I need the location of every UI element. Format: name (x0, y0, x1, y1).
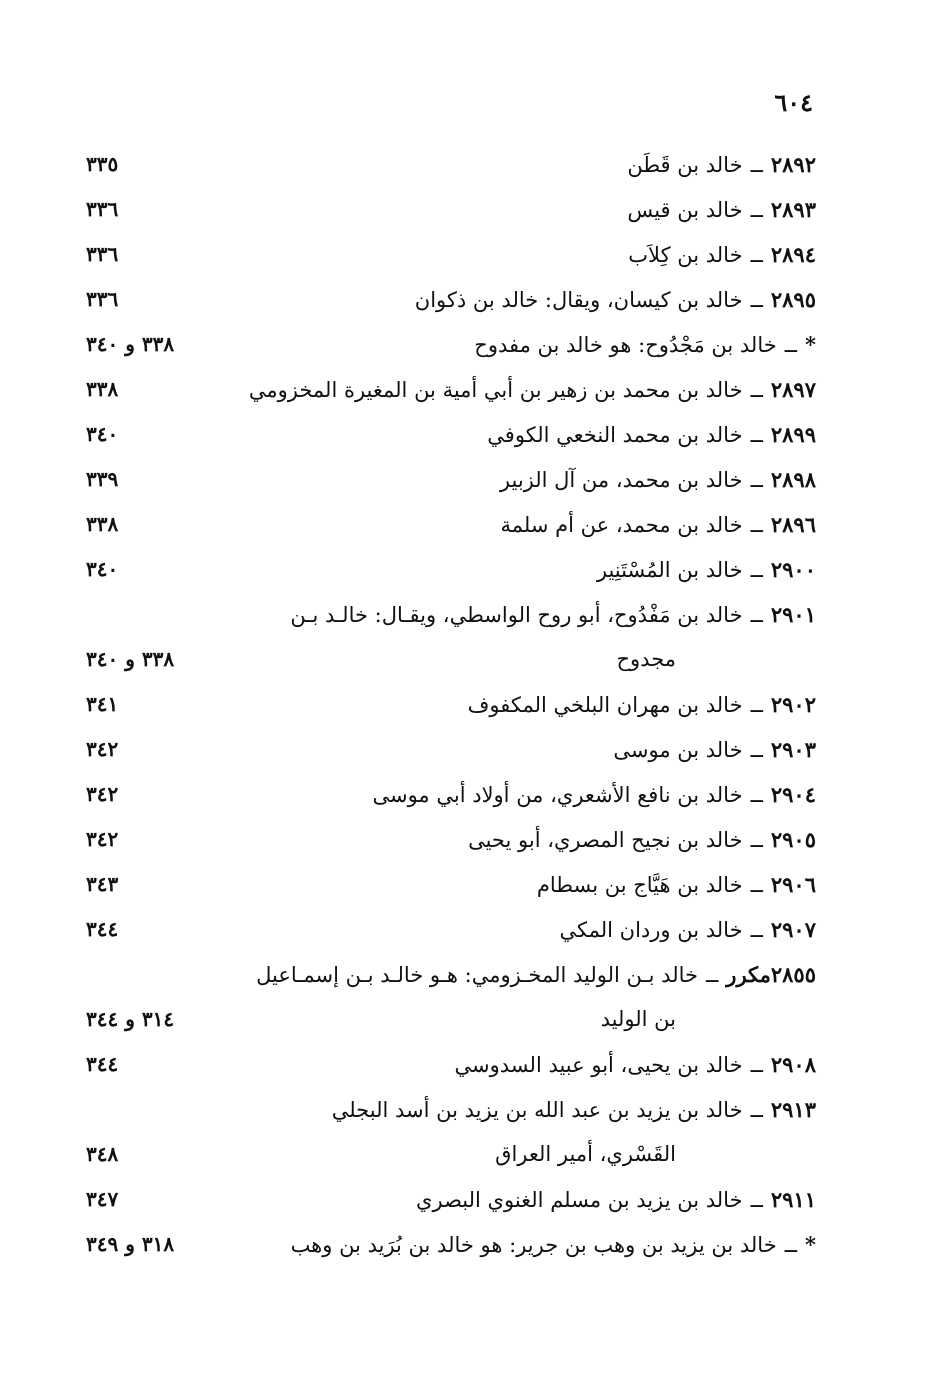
entry-page-refs: ٣٣٨ (86, 512, 119, 536)
entry-name: خالد بن موسى (613, 738, 743, 762)
entry-line (487, 412, 816, 457)
index-entry (86, 952, 816, 1042)
index-entry (86, 1087, 816, 1177)
index-entry (86, 1042, 816, 1087)
entry-line (613, 727, 816, 772)
entry-number: ٢٩٠٤ (770, 782, 816, 807)
index-entry (86, 727, 816, 772)
entry-page-refs: ٣٤٠ (86, 557, 119, 581)
entry-dash: ــ (750, 738, 763, 762)
entry-line (249, 367, 816, 412)
entry-name: خالد بن قيس (627, 198, 743, 222)
entry-page-refs: ٣١٤ و ٣٤٤ (86, 1007, 175, 1031)
index-entry (86, 367, 816, 412)
entry-number: * (805, 1232, 816, 1257)
entry-page-refs: ٣٤٧ (86, 1187, 119, 1211)
entry-name: خالد بن كِلاَب (628, 243, 743, 267)
entry-name: خالد بن نافع الأشعري، من أولاد أبي موسى (372, 783, 743, 807)
entry-number: ٢٩٠٣ (770, 737, 816, 762)
entry-dash: ــ (750, 783, 763, 807)
entry-dash: ــ (750, 1098, 763, 1122)
entry-dash: ــ (750, 558, 763, 582)
entry-line (500, 457, 816, 502)
entry-page-refs: ٣٤٢ (86, 782, 119, 806)
entry-number: ٢٩٠٢ (770, 692, 816, 717)
entry-page-refs: ٣٤٣ (86, 872, 119, 896)
entry-name: خالد بن المُسْتَنِير (596, 558, 743, 582)
entry-name: خالد بن محمد بن زهير بن أبي أمية بن المغيرة المخزومي (248, 378, 743, 402)
entry-page-refs: ٣٣٦ (86, 287, 119, 311)
entry-page-refs: ٣٤٤ (86, 917, 119, 941)
entry-page-refs: ٣٣٨ (86, 377, 119, 401)
entry-line (291, 1222, 816, 1267)
index-entry (86, 322, 816, 367)
entry-number: ٢٩٠٧ (770, 917, 816, 942)
entry-dash: ــ (750, 873, 763, 897)
entry-number: ٢٩٠١ (770, 602, 816, 627)
entry-name: خالد بن محمد، من آل الزبير (499, 468, 743, 492)
entry-number: ٢٩١١ (770, 1187, 816, 1212)
index-entry (86, 1177, 816, 1222)
entry-page-refs: ٣٤٤ (86, 1052, 119, 1076)
index-entry (86, 1222, 816, 1267)
index-entry (86, 862, 816, 907)
entry-line (415, 277, 816, 322)
entry-line (627, 187, 816, 232)
entry-dash: ــ (784, 1233, 798, 1257)
entry-line (628, 232, 816, 277)
entry-name: خالد بن مَجْدُوح: هو خالد بن مفدوح (474, 333, 777, 357)
page-number: ٦٠٤ (774, 88, 813, 117)
entry-name: خالد بن محمد النخعي الكوفي (487, 423, 743, 447)
entry-page-refs: ٣٣٩ (86, 467, 119, 491)
entry-dash: ــ (705, 963, 719, 987)
entry-number: ٢٨٥٥مكرر (726, 962, 816, 987)
entry-line (474, 322, 816, 367)
entry-line (332, 1087, 816, 1132)
entry-page-refs: ٣٣٦ (86, 197, 119, 221)
entry-continuation: بن الوليد (600, 1007, 676, 1031)
entry-line (290, 592, 816, 637)
entry-continuation: القَسْري، أمير العراق (495, 1142, 676, 1166)
entry-page-refs: ٣٤٨ (86, 1142, 119, 1166)
entry-number: ٢٩٠٨ (770, 1052, 816, 1077)
entry-line (627, 142, 816, 187)
index-entry (86, 457, 816, 502)
index-entry (86, 142, 816, 187)
entry-page-refs: ٣٤٢ (86, 827, 119, 851)
entry-page-refs: ٣٣٨ و ٣٤٠ (86, 332, 175, 356)
entry-dash: ــ (750, 288, 763, 312)
index-entry (86, 547, 816, 592)
entry-line (468, 682, 816, 727)
entry-name: خالد بن قَطَن (627, 153, 743, 177)
entry-dash: ــ (750, 918, 763, 942)
entry-number: ٢٨٩٩ (770, 422, 816, 447)
entry-line (256, 952, 816, 997)
index-entry (86, 502, 816, 547)
entry-name: خالد بن وردان المكي (559, 918, 743, 942)
entry-number: ٢٨٩٢ (770, 152, 816, 177)
entry-page-refs: ٣٤٢ (86, 737, 119, 761)
entry-page-refs: ٣٣٨ و ٣٤٠ (86, 647, 175, 671)
entry-dash: ــ (750, 1053, 763, 1077)
entry-line (372, 772, 816, 817)
index-entry (86, 682, 816, 727)
entry-line (455, 1042, 816, 1087)
entry-name: خالد بن مهران البلخي المكفوف (467, 693, 743, 717)
entry-dash: ــ (750, 243, 763, 267)
entry-dash: ــ (750, 1188, 763, 1212)
index-entry (86, 907, 816, 952)
entry-name: خالد بن نجيح المصري، أبو يحيى (468, 828, 743, 852)
index-entry (86, 187, 816, 232)
entry-number: ٢٩٠٠ (770, 557, 816, 582)
entry-dash: ــ (750, 828, 763, 852)
entry-number: ٢٨٩٣ (770, 197, 816, 222)
entry-page-refs: ٣٣٦ (86, 242, 119, 266)
entry-name: خالد بن هَيَّاج بن بسطام (536, 873, 743, 897)
entry-number: ٢٩١٣ (770, 1097, 816, 1122)
entry-name: خالد بن كيسان، ويقال: خالد بن ذكوان (414, 288, 743, 312)
entry-dash: ــ (750, 468, 763, 492)
entry-name: خالد بـن الوليد المخـزومي: هـو خالـد بـن إسمـاعيل (256, 963, 698, 987)
index-entry (86, 277, 816, 322)
entry-dash: ــ (750, 378, 763, 402)
entry-page-refs: ٣٤١ (86, 692, 119, 716)
entry-name: خالد بن يزيد بن مسلم الغنوي البصري (416, 1188, 743, 1212)
index-entry (86, 232, 816, 277)
entry-dash: ــ (750, 198, 763, 222)
entry-page-refs: ٣١٨ و ٣٤٩ (86, 1232, 175, 1256)
entry-number: ٢٩٠٦ (770, 872, 816, 897)
index-entries (86, 142, 816, 1267)
entry-name: خالد بن محمد، عن أم سلمة (500, 513, 743, 537)
entry-line (560, 907, 816, 952)
entry-number: ٢٨٩٤ (770, 242, 816, 267)
index-entry (86, 592, 816, 682)
entry-dash: ــ (750, 603, 763, 627)
entry-name: خالد بن مَفْدُوح، أبو روح الواسطي، ويقـال: خالـد بـن (290, 603, 743, 627)
entry-dash: ــ (784, 333, 798, 357)
index-entry (86, 772, 816, 817)
entry-number: ٢٩٠٥ (770, 827, 816, 852)
entry-line (468, 817, 816, 862)
entry-line (416, 1177, 816, 1222)
index-entry (86, 412, 816, 457)
entry-number: ٢٨٩٦ (770, 512, 816, 537)
entry-line (537, 862, 816, 907)
entry-dash: ــ (750, 693, 763, 717)
entry-continuation: مجدوح (616, 647, 676, 671)
entry-page-refs: ٣٤٠ (86, 422, 119, 446)
entry-dash: ــ (750, 153, 763, 177)
entry-dash: ــ (750, 513, 763, 537)
entry-name: خالد بن يزيد بن وهب بن جرير: هو خالد بن بُرَيد بن وهب (290, 1233, 777, 1257)
entry-line (597, 547, 816, 592)
index-entry (86, 817, 816, 862)
entry-number: * (805, 332, 816, 357)
entry-name: خالد بن يزيد بن عبد الله بن يزيد بن أسد البجلي (331, 1098, 743, 1122)
entry-dash: ــ (750, 423, 763, 447)
entry-number: ٢٨٩٨ (770, 467, 816, 492)
entry-number: ٢٨٩٧ (770, 377, 816, 402)
entry-name: خالد بن يحيى، أبو عبيد السدوسي (454, 1053, 743, 1077)
entry-page-refs: ٣٣٥ (86, 152, 119, 176)
entry-line (501, 502, 817, 547)
entry-number: ٢٨٩٥ (770, 287, 816, 312)
